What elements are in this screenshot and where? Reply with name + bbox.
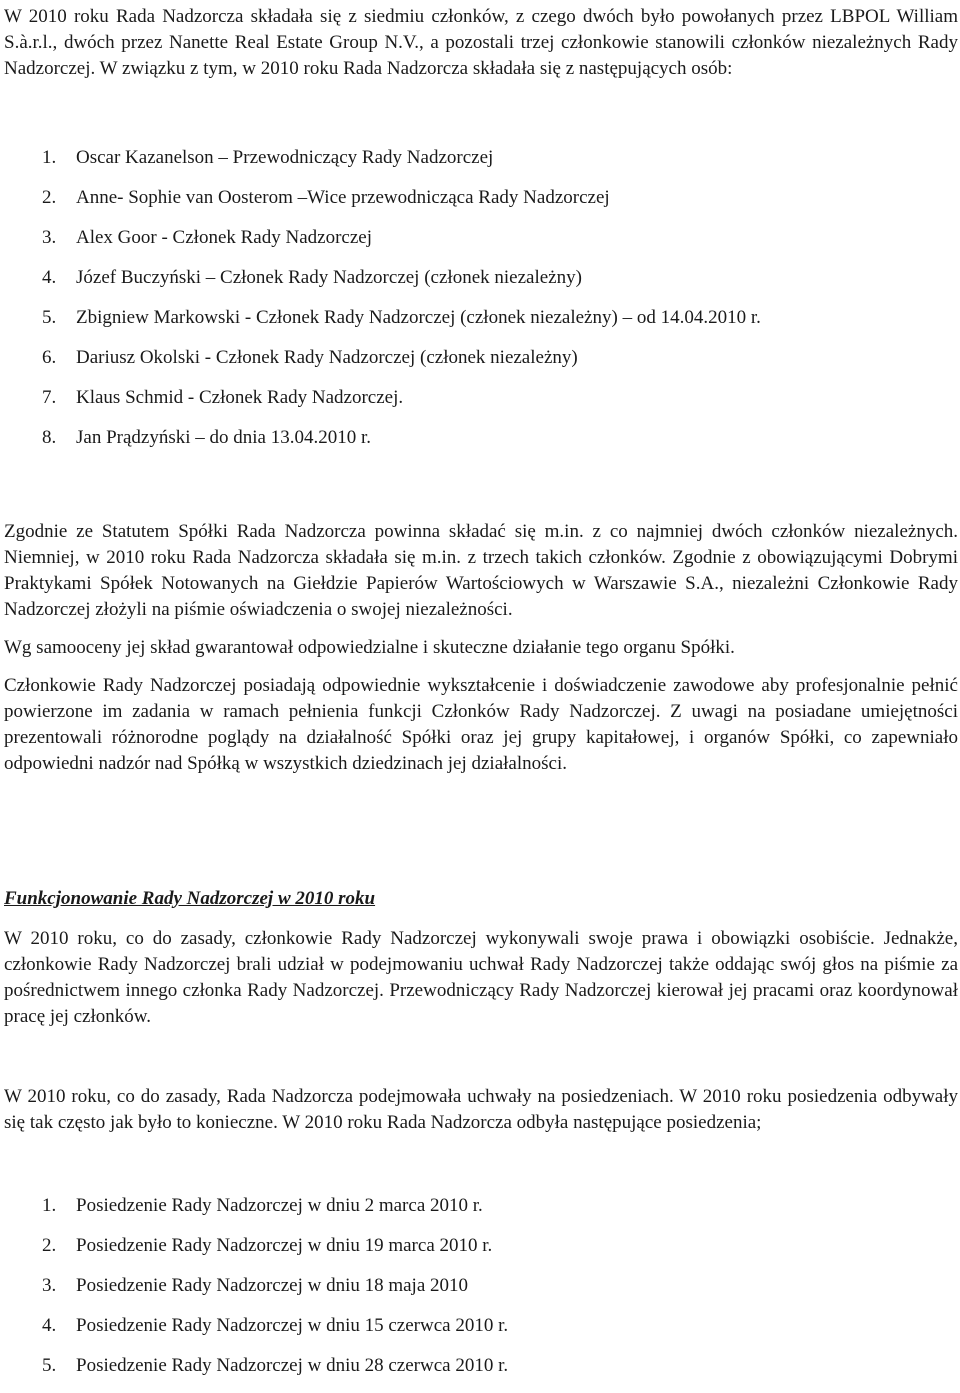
sessions-paragraph: W 2010 roku, co do zasady, Rada Nadzorcza podejmowała uchwały na posiedzeniach. W 2010 roku posiedzenia odbywały się tak często jak było to konieczne. W 2010 roku Rada Nadzorcza odbyła następujące posiedzenia; (4, 1086, 958, 1133)
list-item (42, 425, 761, 465)
list-item (42, 305, 761, 345)
list-text: Dariusz Okolski - Członek Rady Nadzorczej (członek niezależny) (76, 347, 578, 368)
list-number: 6. (42, 347, 57, 368)
list-number: 1. (42, 147, 57, 168)
rights-paragraph: W 2010 roku, co do zasady, członkowie Rady Nadzorczej wykonywali swoje prawa i obowiązki osobiście. Jednakże, członkowie Rady Nadzorczej brali udział w podejmowaniu uchwał Rady Nadzorczej także oddając swój głos na piśmie za pośrednictwem innego członka Rady Nadzorczej. Przewodniczący Rady Nadzorczej kierował jej pracami oraz koordynował pracę jej członków. (4, 928, 958, 1027)
list-text: Posiedzenie Rady Nadzorczej w dniu 19 marca 2010 r. (76, 1235, 493, 1256)
list-item (42, 345, 761, 385)
list-item (42, 1273, 508, 1313)
list-text: Klaus Schmid - Członek Rady Nadzorczej. (76, 387, 404, 408)
list-item (42, 225, 761, 265)
list-text: Posiedzenie Rady Nadzorczej w dniu 28 czerwca 2010 r. (76, 1355, 509, 1376)
board-members-list (42, 145, 761, 465)
list-text: Posiedzenie Rady Nadzorczej w dniu 15 czerwca 2010 r. (76, 1315, 509, 1336)
list-number: 7. (42, 387, 57, 408)
list-number: 4. (42, 267, 57, 288)
composition-section (4, 519, 958, 777)
list-text: Anne- Sophie van Oosterom –Wice przewodnicząca Rady Nadzorczej (76, 187, 610, 208)
list-text: Zbigniew Markowski - Członek Rady Nadzorczej (członek niezależny) – od 14.04.2010 r. (76, 307, 761, 328)
list-text: Jan Prądzyński – do dnia 13.04.2010 r. (76, 427, 372, 448)
list-item (42, 1353, 508, 1393)
list-item (42, 1193, 508, 1233)
list-number: 3. (42, 1275, 57, 1296)
list-number: 5. (42, 1355, 57, 1376)
list-number: 3. (42, 227, 57, 248)
list-number: 5. (42, 307, 57, 328)
list-text: Oscar Kazanelson – Przewodniczący Rady Nadzorczej (76, 147, 494, 168)
intro-paragraph: W 2010 roku Rada Nadzorcza składała się z siedmiu członków, z czego dwóch było powołanych przez LBPOL William S.à.r.l., dwóch przez Nanette Real Estate Group N.V., a pozostali trzej członkowie stanowili członków niezależnych Rady Nadzorczej. W związku z tym, w 2010 roku Rada Nadzorcza składała się z następujących osób: (4, 6, 958, 79)
sessions-section (4, 1084, 958, 1136)
list-text: Posiedzenie Rady Nadzorczej w dniu 2 marca 2010 r. (76, 1195, 483, 1216)
list-number: 8. (42, 427, 57, 448)
list-number: 1. (42, 1195, 57, 1216)
list-item (42, 1313, 508, 1353)
list-item (42, 1233, 508, 1273)
list-text: Józef Buczyński – Członek Rady Nadzorczej (członek niezależny) (76, 267, 582, 288)
list-item (42, 385, 761, 425)
list-item (42, 265, 761, 305)
document-page (4, 0, 958, 1376)
section-heading: Funkcjonowanie Rady Nadzorczej w 2010 roku (4, 888, 376, 909)
statute-paragraph: Zgodnie ze Statutem Spółki Rada Nadzorcza powinna składać się m.in. z co najmniej dwóch członków niezależnych. Niemniej, w 2010 roku Rada Nadzorcza składała się m.in. z trzech takich członków. Zgodnie z obowiązującymi Dobrymi Praktykami Spółek Notowanych na Giełdzie Papierów Wartościowych w Warszawie S.A., niezależni Członkowie Rady Nadzorczej złożyli na piśmie oświadczenia o swojej niezależności. (4, 521, 958, 620)
list-item (42, 145, 761, 185)
list-number: 4. (42, 1315, 57, 1336)
list-item (42, 185, 761, 225)
list-text: Alex Goor - Członek Rady Nadzorczej (76, 227, 372, 248)
list-number: 2. (42, 187, 57, 208)
self-assessment-paragraph: Wg samooceny jej skład gwarantował odpowiedzialne i skuteczne działanie tego organu Spółki. (4, 637, 735, 658)
rights-section (4, 926, 958, 1030)
list-text: Posiedzenie Rady Nadzorczej w dniu 18 maja 2010 (76, 1275, 469, 1296)
list-number: 2. (42, 1235, 57, 1256)
qualifications-paragraph: Członkowie Rady Nadzorczej posiadają odpowiednie wykształcenie i doświadczenie zawodowe aby profesjonalnie pełnić powierzone im zadania w ramach pełnienia funkcji Członków Rady Nadzorczej. Z uwagi na posiadane umiejętności prezentowali różnorodne poglądy na działalność Spółki oraz jej grupy kapitałowej, i organów Spółki, co zapewniało odpowiedni nadzór nad Spółką w wszystkich dziedzinach jej działalności. (4, 675, 958, 774)
meetings-list (42, 1193, 508, 1393)
